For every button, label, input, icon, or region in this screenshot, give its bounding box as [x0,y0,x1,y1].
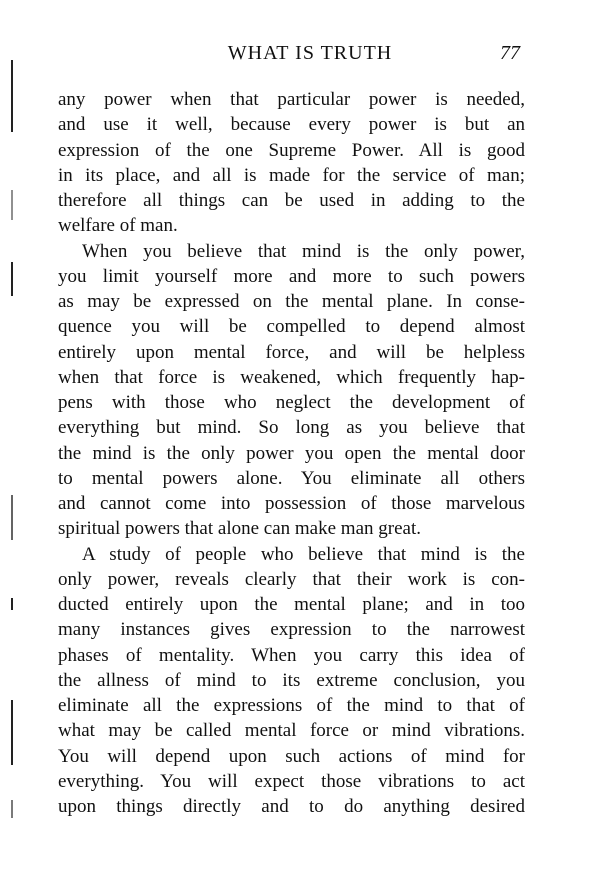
text-line: the mind is the only power you open the mental door [58,442,525,464]
text-line: and cannot come into possession of those marvelous [58,493,525,514]
text-line: quence you will be compelled to depend almost [58,316,525,338]
text-line: to mental powers alone. You eliminate all others [58,467,525,489]
text-line: welfare of man. [58,215,178,237]
scan-mark [11,495,13,540]
running-title: WHAT IS TRUTH [227,42,393,64]
page-body-text [58,87,525,819]
text-line: when that force is weakened, which frequently hap- [58,366,525,388]
text-line: entirely upon mental force, and will be helpless [58,341,525,363]
scan-mark [11,190,13,220]
scan-mark [11,800,13,818]
text-line: phases of mentality. When you carry this idea of [58,644,525,666]
text-line: many instances gives expression to the narrowest [58,619,525,641]
text-line: any power when that particular power is needed, [58,89,525,110]
text-line: everything. You will expect those vibrations to act [58,770,525,792]
text-line: pens with those who neglect the development of [58,392,525,413]
text-line: as may be expressed on the mental plane. In conse- [58,291,525,312]
text-line: When you believe that mind is the only power, [82,240,525,262]
text-line: eliminate all the expressions of the mind to that of [58,695,525,716]
text-line: expression of the one Supreme Power. All is good [58,139,525,161]
scan-mark [11,598,13,610]
scan-mark [11,60,13,132]
text-line: only power, reveals clearly that their work is con- [58,568,525,590]
text-line: and use it well, because every power is but an [58,114,525,136]
text-line: ducted entirely upon the mental plane; and in too [58,594,525,615]
text-line: spiritual powers that alone can make man great. [58,518,421,540]
text-line: A study of people who believe that mind is the [82,543,525,565]
text-line: the allness of mind to its extreme conclusion, you [58,669,525,691]
scan-mark [11,700,13,765]
scan-mark [11,262,13,296]
text-line: therefore all things can be used in adding to the [58,190,525,211]
text-line: you limit yourself more and more to such powers [58,265,525,287]
text-line: what may be called mental force or mind vibrations. [58,720,525,742]
text-line: in its place, and all is made for the service of man; [58,164,525,186]
text-line: everything but mind. So long as you believe that [58,417,525,439]
text-line: upon things directly and to do anything desired [58,796,525,817]
page-number: 77 [500,42,520,64]
text-line: You will depend upon such actions of mind for [58,745,525,767]
